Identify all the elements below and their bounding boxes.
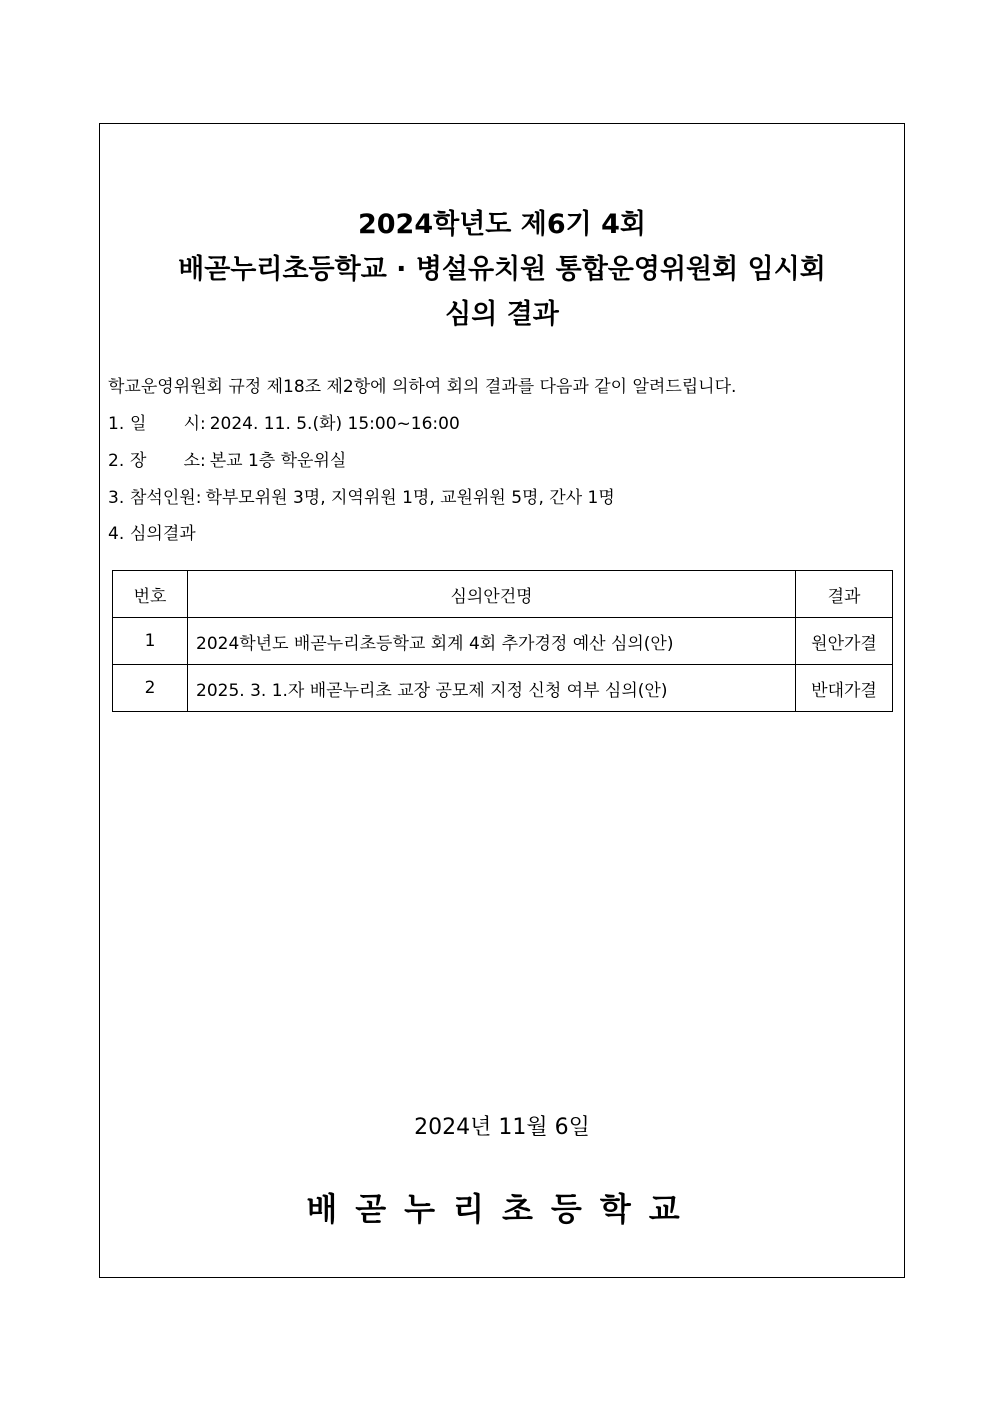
info-label: 일 시 <box>130 414 200 434</box>
info-number: 3. <box>108 488 125 508</box>
intro-text: 학교운영위원회 규정 제18조 제2항에 의하여 회의 결과를 다음과 같이 알려드립니다. <box>108 377 737 397</box>
header-num: 번호 <box>113 571 188 618</box>
info-label: 심의결과 <box>130 524 196 544</box>
row-result: 원안가결 <box>796 618 893 665</box>
info-value: 학부모위원 3명, 지역위원 1명, 교원위원 5명, 간사 1명 <box>205 488 615 508</box>
row-num: 2 <box>113 665 188 712</box>
title-line-1: 2024학년도 제6기 4회 <box>357 209 646 240</box>
info-number: 1. <box>108 414 125 434</box>
header-result: 결과 <box>796 571 893 618</box>
row-result: 반대가결 <box>796 665 893 712</box>
info-attendees: 3. 참석인원: 학부모위원 3명, 지역위원 1명, 교원위원 5명, 간사 1명 <box>108 488 615 508</box>
info-value: 본교 1층 학운위실 <box>209 451 347 471</box>
table-header-row <box>113 571 893 618</box>
info-date: 1. 일 시: 2024. 11. 5.(화) 15:00~16:00 <box>108 414 460 434</box>
row-name: 2025. 3. 1.자 배곧누리초 교장 공모제 지정 신청 여부 심의(안) <box>188 665 796 712</box>
document-title <box>100 202 904 337</box>
info-label: 참석인원 <box>130 488 196 508</box>
school-name: 배곧누리초등학교 <box>306 1190 698 1228</box>
info-label: 장 소 <box>130 451 200 471</box>
info-value: 2024. 11. 5.(화) 15:00~16:00 <box>209 414 460 434</box>
document-frame <box>99 123 905 1278</box>
table-row <box>113 665 893 712</box>
header-name: 심의안건명 <box>188 571 796 618</box>
info-results-heading <box>108 523 196 545</box>
info-place: 2. 장 소: 본교 1층 학운위실 <box>108 451 347 471</box>
table-row <box>113 618 893 665</box>
title-line-2: 배곧누리초등학교 · 병설유치원 통합운영위원회 임시회 <box>178 254 826 285</box>
document-date: 2024년 11월 6일 <box>414 1115 590 1140</box>
row-num: 1 <box>113 618 188 665</box>
info-number: 4. <box>108 524 125 544</box>
row-name: 2024학년도 배곧누리초등학교 회계 4회 추가경정 예산 심의(안) <box>188 618 796 665</box>
results-table <box>112 570 893 712</box>
info-number: 2. <box>108 451 125 471</box>
title-line-3: 심의 결과 <box>445 299 559 330</box>
